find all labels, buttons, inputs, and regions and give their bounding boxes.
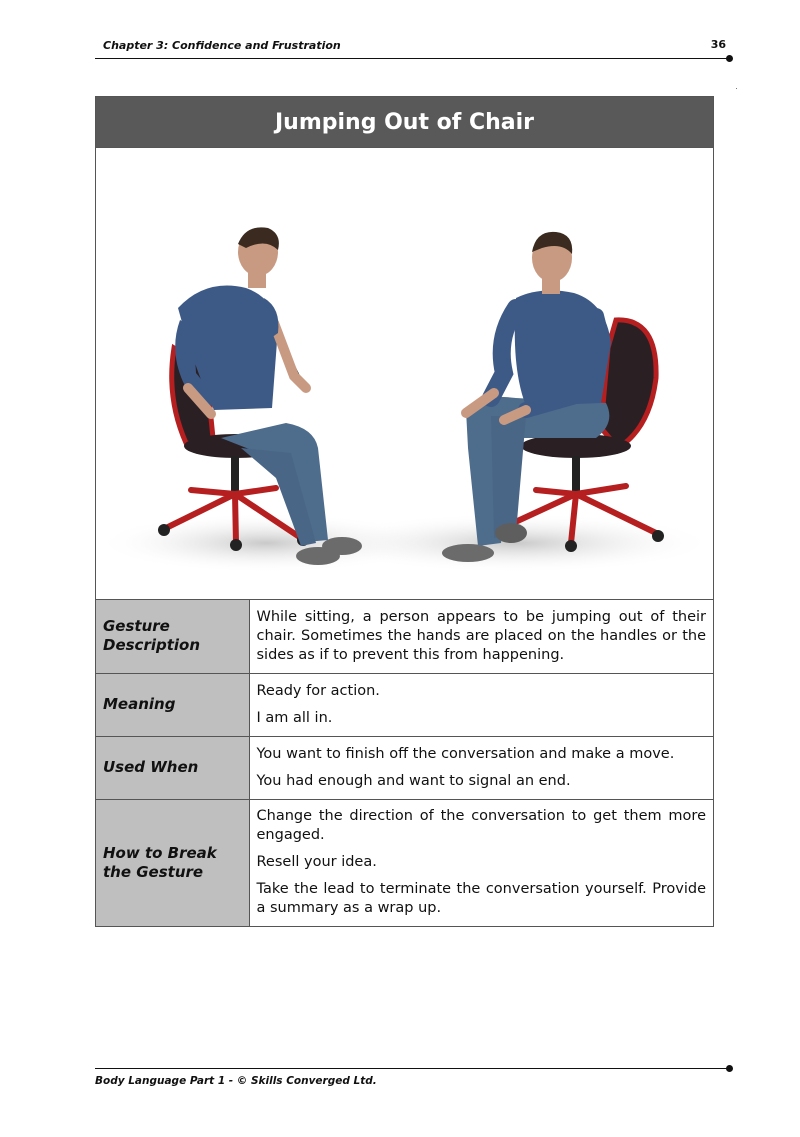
row-text-how-to-break (249, 799, 713, 926)
running-header-chapter: Chapter 3: Confidence and Frustration (103, 39, 341, 52)
row-text-line: Take the lead to terminate the conversation yourself. Provide a summary as a wrap up. (256, 881, 706, 917)
row-label-used-when: Used When (96, 736, 249, 799)
row-text-meaning (249, 673, 713, 736)
page-number: 36 (710, 38, 726, 51)
illustration-panel (96, 148, 713, 600)
table-row (96, 673, 713, 736)
gesture-card (95, 96, 714, 927)
row-text-line: While sitting, a person appears to be jumping out of their chair. Sometimes the hands are placed on the handles or the sides as if to prevent this from happening. (256, 608, 706, 663)
table-row (96, 736, 713, 799)
row-text-used-when (249, 736, 713, 799)
row-text-line: You had enough and want to signal an end. (256, 772, 571, 789)
header-rule-dot (726, 55, 733, 62)
row-text-line: I am all in. (256, 709, 333, 726)
row-text-line: You want to finish off the conversation and make a move. (256, 745, 675, 762)
table-row (96, 600, 713, 673)
row-text-line: Change the direction of the conversation to get them more engaged. (256, 808, 706, 844)
stray-dot (736, 88, 737, 89)
footer-copyright: Body Language Part 1 - © Skills Converged Ltd. (95, 1075, 377, 1087)
row-text-line: Resell your idea. (256, 854, 377, 871)
card-title: Jumping Out of Chair (96, 97, 713, 148)
row-text-gesture-description (249, 600, 713, 673)
row-label-meaning: Meaning (96, 673, 249, 736)
footer-rule-dot (726, 1065, 733, 1072)
row-text-line: Ready for action. (256, 682, 380, 699)
sitting-men-illustration (96, 148, 713, 599)
row-label-gesture-description: Gesture Description (96, 600, 249, 673)
footer-rule (95, 1068, 729, 1069)
gesture-info-table (96, 600, 713, 926)
table-row (96, 799, 713, 926)
header-rule (95, 58, 729, 59)
row-label-how-to-break: How to Break the Gesture (96, 799, 249, 926)
man-sitting-legs-crossed-icon (442, 232, 664, 562)
